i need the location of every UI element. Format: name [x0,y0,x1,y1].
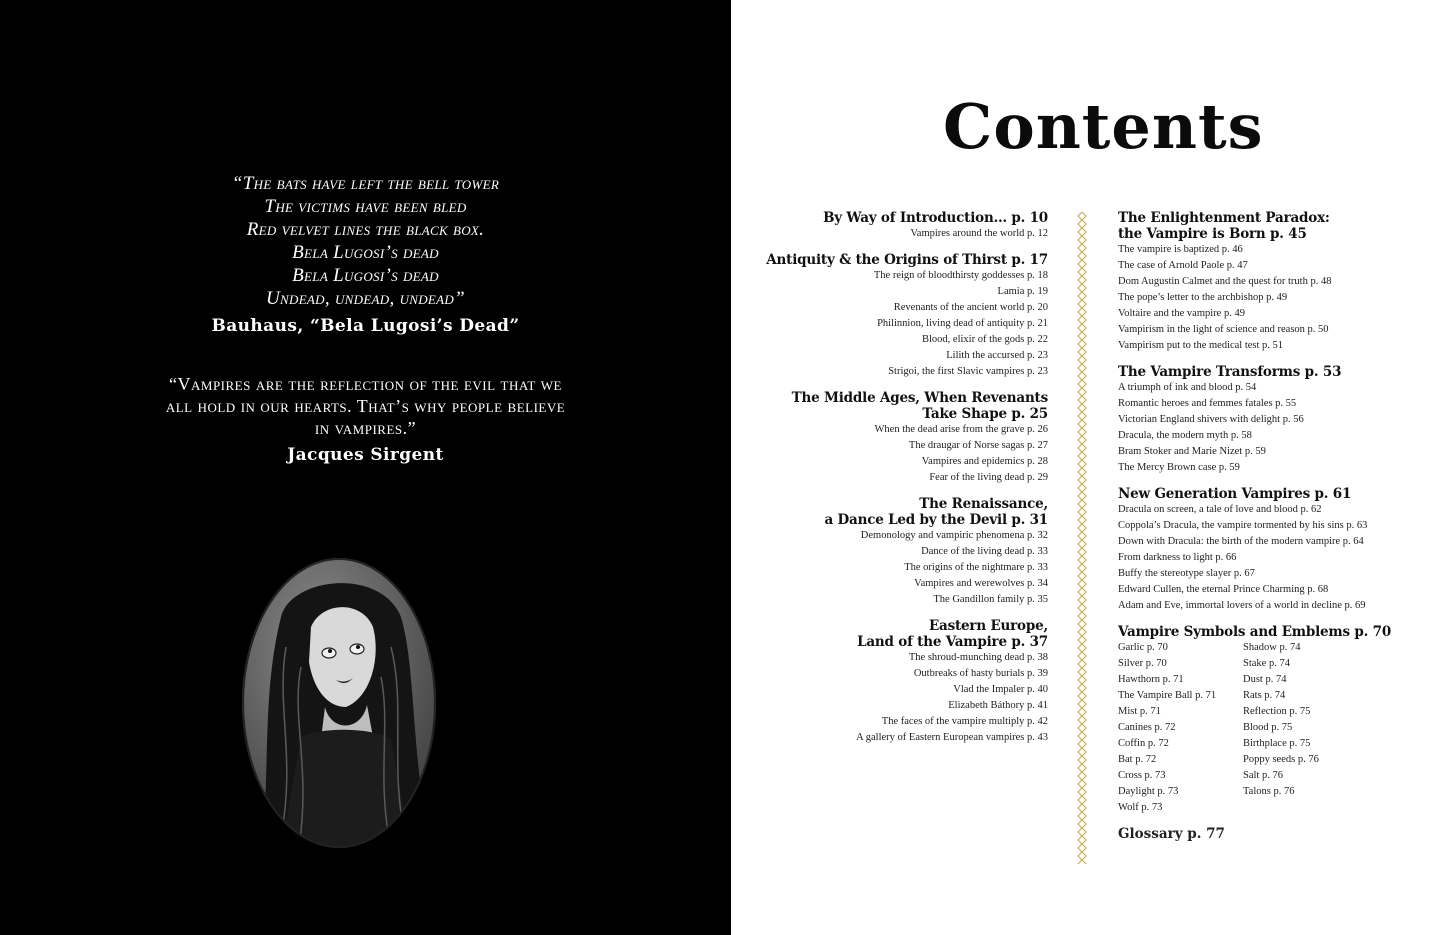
contents-section [1118,210,1418,354]
contents-item: Down with Dracula: the birth of the modern vampire p. 64 [1118,536,1364,547]
contents-item: Philinnion, living dead of antiquity p. 21 [877,318,1048,329]
vampire-portrait-illustration [241,557,437,849]
contents-item: The reign of bloodthirsty goddesses p. 18 [873,270,1048,281]
symbol-item: Shadow p. 74 [1243,642,1301,653]
contents-item: The Gandillon family p. 35 [933,594,1048,605]
symbols-col-2 [1243,640,1373,816]
glossary-heading: Glossary p. 77 [1118,826,1225,842]
contents-item: Vlad the Impaler p. 40 [953,684,1048,695]
quote-line: “The bats have left the bell tower [231,173,500,194]
quote-attribution: Bauhaus, “Bela Lugosi’s Dead” [211,316,520,336]
contents-left-column [748,210,1048,756]
contents-item: Vampirism put to the medical test p. 51 [1118,340,1284,351]
contents-item: Dom Augustin Calmet and the quest for truth p. 48 [1118,276,1332,287]
section-heading: New Generation Vampires p. 61 [1118,486,1352,502]
symbol-item: Birthplace p. 75 [1243,738,1311,749]
section-heading: The Renaissance, [919,496,1048,512]
symbols-grid [1118,640,1418,816]
section-heading: the Vampire is Born p. 45 [1118,226,1307,242]
contents-item: The case of Arnold Paole p. 47 [1118,260,1248,271]
symbol-item: Hawthorn p. 71 [1118,674,1184,685]
quote-line: The victims have been bled [264,196,467,217]
contents-item: The Mercy Brown case p. 59 [1118,462,1240,473]
quote-line: Red velvet lines the black box. [246,219,485,240]
section-heading: Antiquity & the Origins of Thirst p. 17 [766,252,1048,268]
section-heading: The Vampire Transforms p. 53 [1118,364,1342,380]
symbol-item: Mist p. 71 [1118,706,1161,717]
symbol-item: Dust p. 74 [1243,674,1287,685]
symbols-col-1 [1118,640,1243,816]
contents-item: Vampires and werewolves p. 34 [914,578,1048,589]
contents-item: Bram Stoker and Marie Nizet p. 59 [1118,446,1266,457]
contents-item: The draugar of Norse sagas p. 27 [908,440,1048,451]
contents-right-column [1118,210,1418,842]
section-heading: The Enlightenment Paradox: [1118,210,1330,226]
quote-line: in vampires.” [314,418,417,438]
contents-item: Lamia p. 19 [997,286,1048,297]
symbol-item: Rats p. 74 [1243,690,1286,701]
symbol-item: Canines p. 72 [1118,722,1176,733]
symbol-item: Wolf p. 73 [1118,802,1163,813]
contents-item: Vampirism in the light of science and reason p. 50 [1118,324,1329,335]
contents-item: Lilith the accursed p. 23 [946,350,1048,361]
contents-item: Buffy the stereotype slayer p. 67 [1118,568,1255,579]
section-heading: Take Shape p. 25 [922,406,1048,422]
contents-item: The pope’s letter to the archbishop p. 49 [1118,292,1288,303]
quote-attribution: Jacques Sirgent [287,445,444,465]
section-heading: By Way of Introduction… p. 10 [823,210,1048,226]
contents-item: When the dead arise from the grave p. 26 [874,424,1048,435]
contents-item: Voltaire and the vampire p. 49 [1118,308,1245,319]
quote-line: Bela Lugosi’s dead [292,265,439,286]
page-title: Contents [943,90,1264,163]
contents-item: Victorian England shivers with delight p. 56 [1118,414,1304,425]
quote-line: all hold in our hearts. That’s why people believe [165,396,566,416]
symbol-item: Cross p. 73 [1118,770,1166,781]
symbol-item: Bat p. 72 [1118,754,1157,765]
contents-section [748,390,1048,486]
contents-item: The shroud-munching dead p. 38 [908,652,1048,663]
quote-line: “Vampires are the reflection of the evil that we [169,374,562,394]
contents-item: Dance of the living dead p. 33 [921,546,1048,557]
contents-item: A triumph of ink and blood p. 54 [1118,382,1257,393]
quote-line: Undead, undead, undead” [266,288,465,309]
contents-item: Romantic heroes and femmes fatales p. 55 [1118,398,1297,409]
contents-item: Adam and Eve, immortal lovers of a world in decline p. 69 [1118,600,1366,611]
contents-item: Demonology and vampiric phenomena p. 32 [860,530,1048,541]
section-heading: a Dance Led by the Devil p. 31 [824,512,1048,528]
contents-section [748,252,1048,380]
contents-section [748,618,1048,746]
symbols-section [1118,624,1418,816]
contents-item: The faces of the vampire multiply p. 42 [881,716,1048,727]
contents-item: Vampires and epidemics p. 28 [921,456,1048,467]
symbol-item: Salt p. 76 [1243,770,1283,781]
sirgent-quote [0,373,731,465]
symbol-item: Reflection p. 75 [1243,706,1311,717]
section-heading: The Middle Ages, When Revenants [791,390,1048,406]
contents-item: A gallery of Eastern European vampires p. 43 [856,732,1048,743]
contents-item: Revenants of the ancient world p. 20 [893,302,1048,313]
contents-item: Edward Cullen, the eternal Prince Charming p. 68 [1118,584,1329,595]
section-heading: Eastern Europe, [928,618,1048,634]
quote-line: Bela Lugosi’s dead [292,242,439,263]
contents-item: Strigoi, the first Slavic vampires p. 23 [888,366,1048,377]
symbol-item: Silver p. 70 [1118,658,1167,669]
symbol-item: Coffin p. 72 [1118,738,1169,749]
contents-item: Dracula, the modern myth p. 58 [1118,430,1252,441]
symbol-item: Stake p. 74 [1243,658,1290,669]
contents-section [748,210,1048,242]
contents-item: Blood, elixir of the gods p. 22 [922,334,1048,345]
contents-item: From darkness to light p. 66 [1118,552,1237,563]
contents-item: Fear of the living dead p. 29 [929,472,1048,483]
symbol-item: Blood p. 75 [1243,722,1293,733]
symbol-item: Poppy seeds p. 76 [1243,754,1319,765]
symbol-item: The Vampire Ball p. 71 [1118,690,1217,701]
bauhaus-quote [0,172,731,336]
contents-section [1118,364,1418,476]
contents-item: Vampires around the world p. 12 [910,228,1048,239]
section-heading: Land of the Vampire p. 37 [857,634,1048,650]
contents-section [1118,486,1418,614]
symbol-item: Talons p. 76 [1243,786,1295,797]
contents-item: Outbreaks of hasty burials p. 39 [913,668,1048,679]
contents-item: Elizabeth Báthory p. 41 [948,700,1048,711]
contents-item: The vampire is baptized p. 46 [1118,244,1243,255]
contents-section [748,496,1048,608]
symbol-item: Garlic p. 70 [1118,642,1168,653]
contents-item: The origins of the nightmare p. 33 [904,562,1048,573]
symbol-item: Daylight p. 73 [1118,786,1179,797]
contents-item: Dracula on screen, a tale of love and blood p. 62 [1118,504,1322,515]
ornamental-divider [1077,212,1087,864]
contents-item: Coppola’s Dracula, the vampire tormented by his sins p. 63 [1118,520,1368,531]
section-heading: Vampire Symbols and Emblems p. 70 [1118,624,1392,640]
